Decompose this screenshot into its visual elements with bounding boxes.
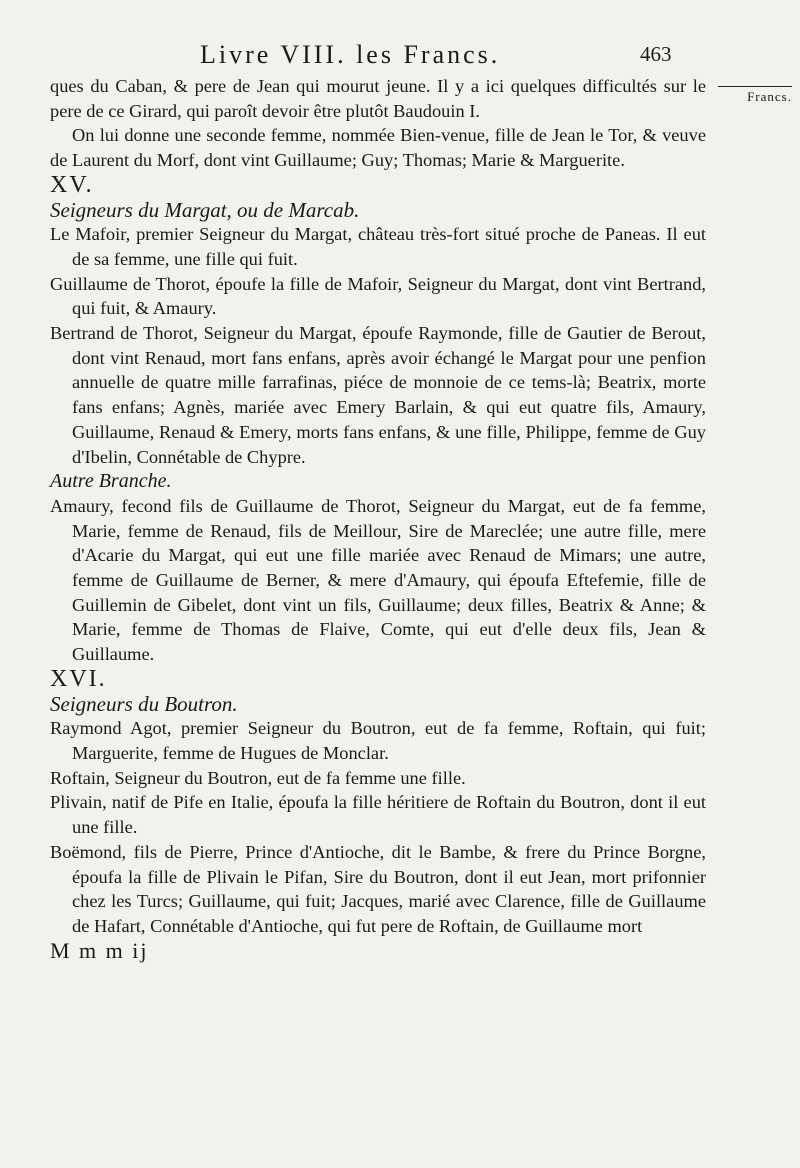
running-header — [200, 40, 670, 70]
margin-note: Francs. — [718, 86, 792, 105]
genealogy-entry: Roftain, Seigneur du Boutron, eut de fa femme une fille. — [50, 767, 466, 788]
section-title: Seigneurs du Margat, ou de Marcab. — [50, 197, 360, 222]
section-title: Seigneurs du Boutron. — [50, 691, 238, 716]
genealogy-entry: Raymond Agot, premier Seigneur du Boutron, eut de fa femme, Roftain, qui fuit; Marguerite, femme de Hugues de Monclar. — [50, 718, 706, 763]
subsection-title: Autre Branche. — [50, 470, 172, 493]
genealogy-entry: Guillaume de Thorot, époufe la fille de Mafoir, Seigneur du Margat, dont vint Bertrand, qui fuit, & Amaury. — [50, 273, 706, 319]
genealogy-entry: Plivain, natif de Pife en Italie, époufa la fille héritiere de Roftain du Boutron, dont il eut une fille. — [50, 792, 706, 838]
genealogy-entry: Amaury, fecond fils de Guillaume de Thorot, Seigneur du Margat, eut de fa femme, Marie, femme de Renaud, fils de Meillour, Sire de Mareclée; une autre fille, mere d'Acarie du Margat, qui eut une fille mariée avec Renaud de Mimars; une autre, femme de Guillaume de Berner, & mere d'Amaury, qui époufa Eftefemie, fille de Guillemin de Gibelet, dont vint un fils, Guillaume; deux filles, Beatrix & Anne; & Marie, femme de Thomas de Flaive, Comte, qui eut d'elle deux fils, Jean & Guillaume. — [50, 495, 706, 665]
section-number: XV. — [50, 171, 94, 198]
genealogy-entry: Bertrand de Thorot, Seigneur du Margat, époufe Raymonde, fille de Gautier de Berout, dont vint Renaud, mort fans enfans, après avoir échangé le Margat pour une penfion annuelle de quatre mille farrafinas, piéce de monnoie de ce tems-là; Beatrix, morte fans enfans; Agnès, mariée avec Emery Barlain, & qui eut quatre fils, Amaury, Guillaume, Renaud & Emery, morts fans enfans, & une fille, Philippe, femme de Guy d'Ibelin, Connétable de Chypre. — [50, 323, 706, 467]
section-number: XVI. — [50, 665, 107, 692]
paragraph: ques du Caban, & pere de Jean qui mourut jeune. Il y a ici quelques difficultés sur le pere de ce Girard, qui paroît devoir être plutôt Baudouin I. — [50, 76, 706, 121]
page-number: 463 — [640, 42, 672, 66]
catchword: M m m ij — [50, 937, 149, 963]
running-title: Livre VIII. les Francs. — [200, 40, 501, 69]
body-text — [50, 74, 706, 963]
paragraph: On lui donne une seconde femme, nommée Bien-venue, fille de Jean le Tor, & veuve de Laurent du Morf, dont vint Guillaume; Guy; Thomas; Marie & Marguerite. — [50, 125, 706, 171]
genealogy-entry: Boëmond, fils de Pierre, Prince d'Antioche, dit le Bambe, & frere du Prince Borgne, époufa la fille de Plivain le Pifan, Sire du Boutron, dont il eut Jean, mort prifonnier chez les Turcs; Guillaume, qui fuit; Jacques, marié avec Clarence, fille de Guillaume de Hafart, Connétable d'Antioche, qui fut pere de Roftain, de Guillaume mort — [50, 841, 706, 936]
genealogy-entry: Le Mafoir, premier Seigneur du Margat, château très-fort situé proche de Paneas. Il eut de sa femme, une fille qui fuit. — [50, 224, 706, 269]
